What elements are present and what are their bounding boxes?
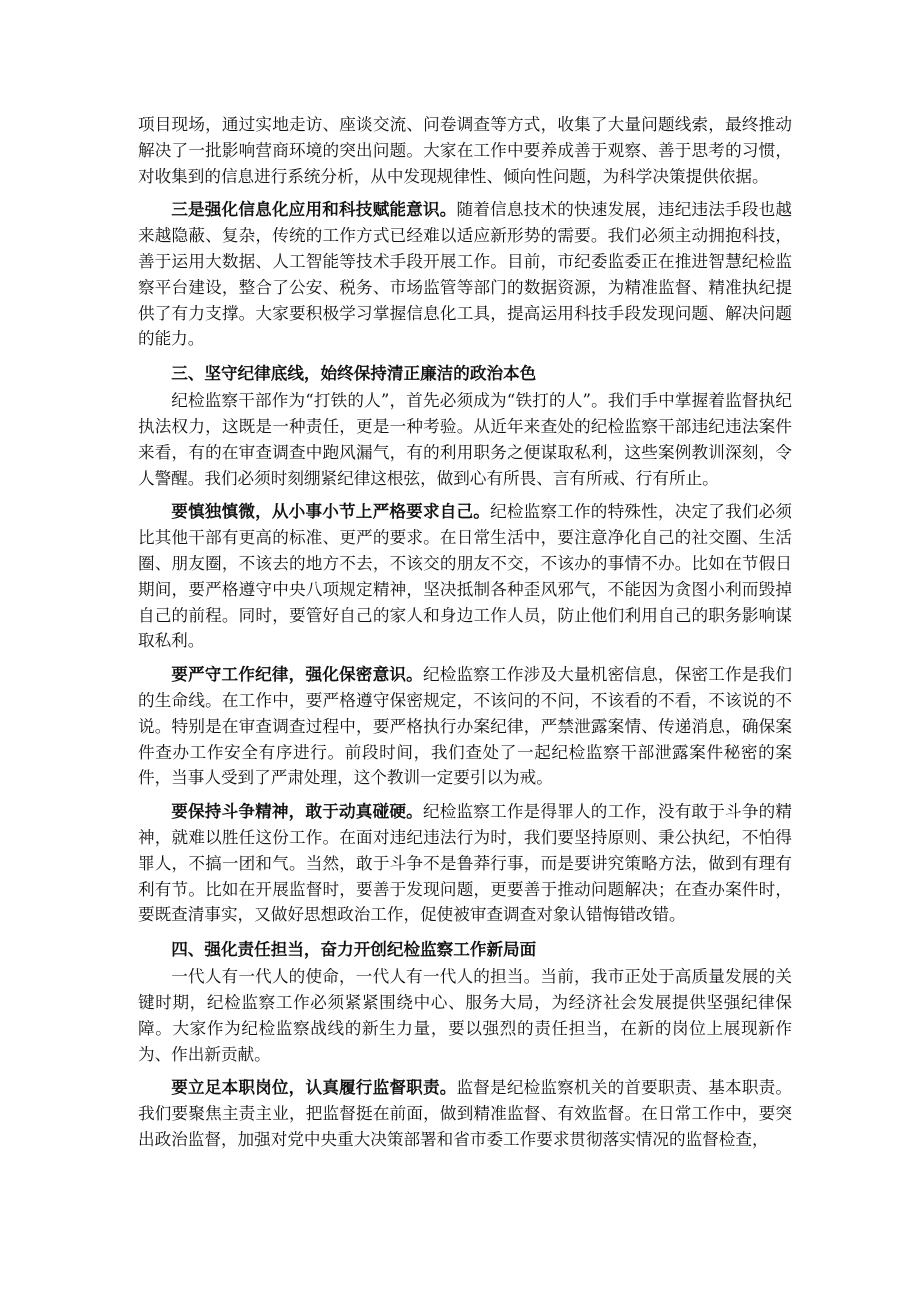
paragraph-6-lead: 要保持斗争精神，敢于动真碰硬。 <box>171 802 423 822</box>
paragraph-7: 一代人有一代人的使命，一代人有一代人的担当。当前，我市正处于高质量发展的关键时期，纪检监察工作必须紧紧围绕中心、服务大局，为经济社会发展提供坚强纪律保障。大家作为纪检监察战线的新生力量，要以强烈的责任担当，在新的岗位上展现新作为、作出新贡献。 <box>138 967 792 1064</box>
paragraph-3: 纪检监察干部作为“打铁的人”，首先必须成为“铁打的人”。我们手中掌握着监督执纪执法权力，这既是一种责任，更是一种考验。从近年来查处的纪检监察干部违纪违法案件来看，有的在审查调查中跑风漏气，有的利用职务之便谋取私利，这些案例教训深刻，令人警醒。我们必须时刻绷紧纪律这根弦，做到心有所畏、言有所戒、行有所止。 <box>138 391 792 488</box>
paragraph-6-body: 纪检监察工作是得罪人的工作，没有敢于斗争的精神，就难以胜任这份工作。在面对违纪违法行为时，我们要坚持原则、秉公执纪，不怕得罪人，不搞一团和气。当然，敢于斗争不是鲁莽行事，而是要讲究策略方法，做到有理有利有节。比如在开展监督时，要善于发现问题，更要善于推动问题解决；在查办案件时，要既查清事实，又做好思想政治工作，促使被审查调查对象认错悔错改错。 <box>138 802 793 925</box>
paragraph-5-body: 纪检监察工作涉及大量机密信息，保密工作是我们的生命线。在工作中，要严格遵守保密规定，不该问的不问，不该看的不看，不该说的不说。特别是在审查调查过程中，要严格执行办案纪律，严禁泄露案情、传递消息，确保案件查办工作安全有序进行。前段时间，我们查处了一起纪检监察干部泄露案件秘密的案件，当事人受到了严肃处理，这个教训一定要引以为戒。 <box>138 665 793 788</box>
paragraph-8-lead: 要立足本职岗位，认真履行监督职责。 <box>171 1078 457 1098</box>
section-heading-4: 四、强化责任担当，奋力开创纪检监察工作新局面 <box>171 940 537 960</box>
section-heading-3: 三、坚守纪律底线，始终保持清正廉洁的政治本色 <box>171 364 537 384</box>
paragraph-1: 项目现场，通过实地走访、座谈交流、问卷调查等方式，收集了大量问题线索，最终推动解决了一批影响营商环境的突出问题。大家在工作中要养成善于观察、善于思考的习惯，对收集到的信息进行系统分析，从中发现规律性、倾向性问题，为科学决策提供依据。 <box>138 115 792 186</box>
paragraph-6 <box>138 799 792 928</box>
paragraph-4-body: 纪检监察工作的特殊性，决定了我们必须比其他干部有更高的标准、更严的要求。在日常生活中，要注意净化自己的社交圈、生活圈、朋友圈，不该去的地方不去，不该交的朋友不交，不该办的事情不办。比如在节假日期间，要严格遵守中央八项规定精神，坚决抵制各种歪风邪气，不能因为贪图小利而毁掉自己的前程。同时，要管好自己的家人和身边工作人员，防止他们利用自己的职务影响谋取私利。 <box>138 502 793 651</box>
paragraph-5 <box>138 662 792 791</box>
document-page <box>138 112 792 1161</box>
paragraph-2-lead: 三是强化信息化应用和科技赋能意识。 <box>171 200 457 220</box>
paragraph-2-body: 随着信息技术的快速发展，违纪违法手段也越来越隐蔽、复杂，传统的工作方式已经难以适应新形势的需要。我们必须主动拥抱科技，善于运用大数据、人工智能等技术手段开展工作。目前，市纪委监委正在推进智慧纪检监察平台建设，整合了公安、税务、市场监管等部门的数据资源，为精准监督、精准执纪提供了有力支撑。大家要积极学习掌握信息化工具，提高运用科技手段发现问题、解决问题的能力。 <box>138 200 793 349</box>
paragraph-8-body: 监督是纪检监察机关的首要职责、基本职责。我们要聚焦主责主业，把监督挺在前面，做到精准监督、有效监督。在日常工作中，要突出政治监督，加强对党中央重大决策部署和省市委工作要求贯彻落实情况的监督检查， <box>138 1078 793 1149</box>
paragraph-2 <box>138 197 792 352</box>
paragraph-4 <box>138 499 792 654</box>
paragraph-5-lead: 要严守工作纪律，强化保密意识。 <box>171 665 423 685</box>
paragraph-4-lead: 要慎独慎微，从小事小节上严格要求自己。 <box>171 502 491 522</box>
paragraph-8 <box>138 1075 792 1152</box>
